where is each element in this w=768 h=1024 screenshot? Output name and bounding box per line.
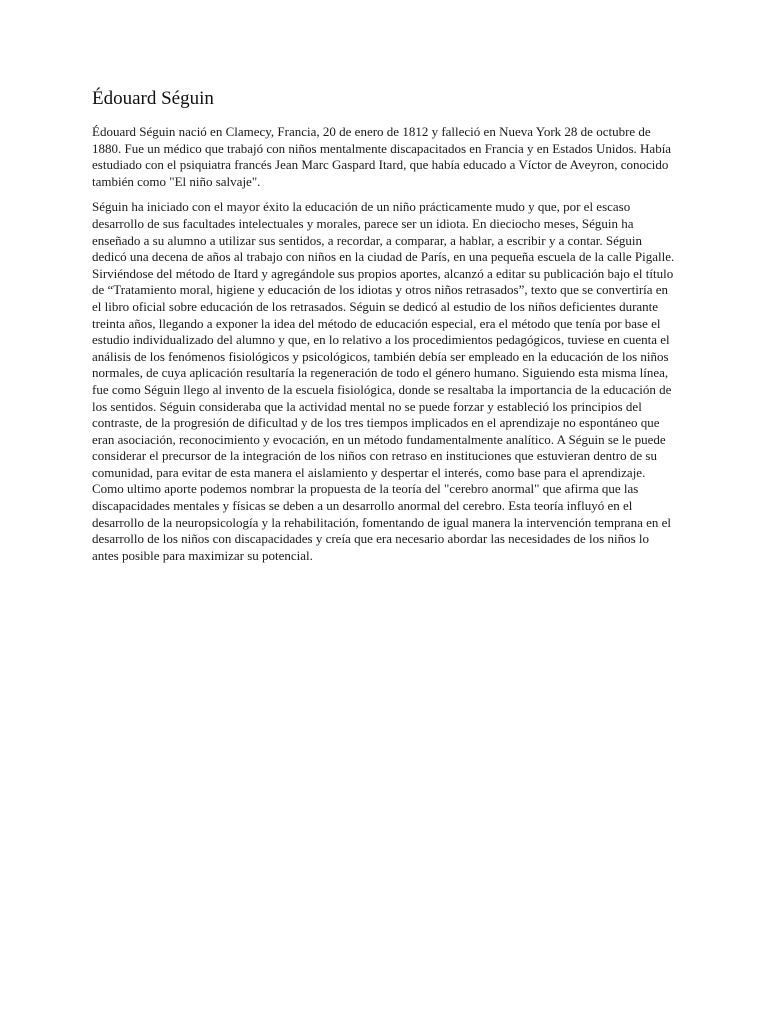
document-title: Édouard Séguin xyxy=(92,88,214,109)
paragraph-work: Séguin ha iniciado con el mayor éxito la educación de un niño prácticamente mudo y que, por el escaso desarrollo de sus facultades intelectuales y morales, parece ser un idiota. En dieciocho meses, Séguin ha enseñado a su alumno a utilizar sus sentidos, a recordar, a comparar, a hablar, a escribir y a contar. Séguin dedicó una decena de años al trabajo con niños en la ciudad de París, en una pequeña escuela de la calle Pigalle. Sirviéndose del método de Itard y agregándole sus propios aportes, alcanzó a editar su publicación bajo el título de “Tratamiento moral, higiene y educación de los idiotas y otros niños retrasados”, texto que se convertiría en el libro oficial sobre educación de los retrasados. Séguin se dedicó al estudio de los niños deficientes durante treinta años, llegando a exponer la idea del método de educación especial, era el método que tenía por base el estudio individualizado del alumno y que, en lo relativo a los procedimientos pedagógicos, tuviese en cuenta el análisis de los fenómenos fisiológicos y psicológicos, también debía ser empleado en la educación de los niños normales, de cuya aplicación resultaría la regeneración de todo el género humano. Siguiendo esta misma línea, fue como Séguin llego al invento de la escuela fisiológica, donde se resaltaba la importancia de la educación de los sentidos. Séguin consideraba que la actividad mental no se puede forzar y estableció los principios del contraste, de la progresión de dificultad y de los tres tiempos implicados en el aprendizaje no espontáneo que eran asociación, reconocimiento y evocación, en un método fundamentalmente analítico. A Séguin se le puede considerar el precursor de la integración de los niños con retraso en instituciones que estuvieran dentro de su comunidad, para evitar de esta manera el aislamiento y despertar el interés, como base para el aprendizaje. Como ultimo aporte podemos nombrar la propuesta de la teoría del "cerebro anormal" que afirma que las discapacidades mentales y físicas se deben a un desarrollo anormal del cerebro. Esta teoría influyó en el desarrollo de la neuropsicología y la rehabilitación, fomentando de igual manera la intervención temprana en el desarrollo de los niños con discapacidades y creía que era necesario abordar las necesidades de los niños lo antes posible para maximizar su potencial. xyxy=(92,199,675,563)
document-content xyxy=(92,86,676,573)
paragraph-biography: Édouard Séguin nació en Clamecy, Francia, 20 de enero de 1812 y falleció en Nueva York 28 de octubre de 1880. Fue un médico que trabajó con niños mentalmente discapacitados en Francia y en Estados Unidos. Había estudiado con el psiquiatra francés Jean Marc Gaspard Itard, que había educado a Víctor de Aveyron, conocido también como "El niño salvaje". xyxy=(92,124,672,189)
